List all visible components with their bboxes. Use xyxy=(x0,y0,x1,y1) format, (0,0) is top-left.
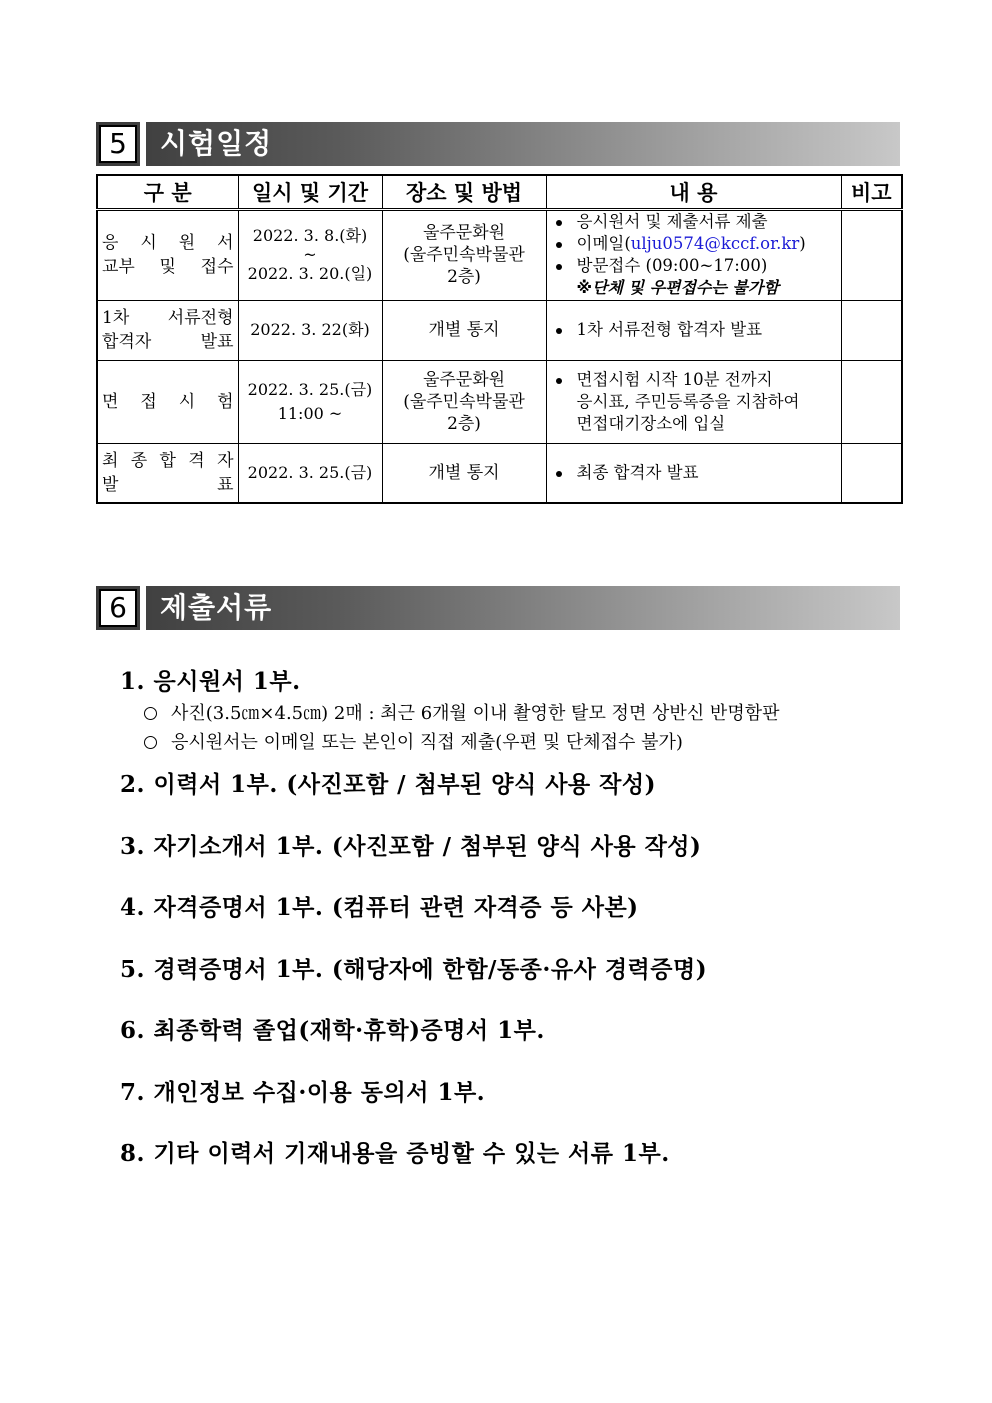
section-5-title: 시험일정 xyxy=(160,127,273,160)
doc-item: 1. 응시원서 1부. xyxy=(120,668,301,695)
row-date xyxy=(238,300,382,360)
row-date xyxy=(238,443,382,503)
date-line: 2022. 3. 25.(금) xyxy=(247,462,373,482)
row-place xyxy=(382,300,546,360)
doc-item: 4. 자격증명서 1부. (컴퓨터 관련 자격증 등 사본) xyxy=(120,894,639,921)
section-5-number: 5 xyxy=(99,125,137,163)
date-line: 2022. 3. 20.(일) xyxy=(247,264,373,283)
header-category: 구 분 xyxy=(97,175,238,209)
content-item: 응시표, 주민등록증을 지참하여 xyxy=(576,391,800,411)
doc-item: 6. 최종학력 졸업(재학·휴학)증명서 1부. xyxy=(120,1017,545,1044)
row-remark xyxy=(841,300,902,360)
email-prefix: 이메일( xyxy=(576,234,631,253)
doc-sub-item-text: 사진(3.5㎝×4.5㎝) 2매 : 최근 6개월 이내 촬영한 탈모 정면 상반신 반명함판 xyxy=(171,703,780,724)
doc-sub-item xyxy=(144,728,683,754)
table-row xyxy=(97,443,902,503)
row-place xyxy=(382,443,546,503)
header-content: 내 용 xyxy=(546,175,841,209)
row-label xyxy=(97,443,238,503)
content-item: 방문접수 (09:00~17:00) xyxy=(555,255,837,277)
row-date xyxy=(238,209,382,300)
place-line: 2층) xyxy=(447,267,481,287)
email-suffix: ) xyxy=(799,234,806,253)
row-content xyxy=(546,360,841,443)
table-row xyxy=(97,300,902,360)
row-content xyxy=(546,300,841,360)
content-item: 1차 서류전형 합격자 발표 xyxy=(555,319,837,341)
section-6-header xyxy=(96,586,900,630)
row-label-line: 최 종 합 격 자 xyxy=(102,450,234,471)
section-6-number: 6 xyxy=(99,589,137,627)
place-line: 개별 통지 xyxy=(428,462,500,483)
place-line: 울주문화원 xyxy=(422,369,506,390)
row-remark xyxy=(841,360,902,443)
row-remark xyxy=(841,443,902,503)
exam-schedule-table xyxy=(96,174,903,504)
place-line: 개별 통지 xyxy=(428,320,500,340)
circle-bullet-icon xyxy=(144,736,157,749)
header-date: 일시 및 기간 xyxy=(238,175,382,209)
content-item: 면접대기장소에 입실 xyxy=(576,413,726,433)
row-label-line: 응 시 원 서 xyxy=(102,233,234,253)
content-item: 응시원서 및 제출서류 제출 xyxy=(555,211,837,233)
row-label-line: 합격자 발표 xyxy=(102,332,234,352)
row-remark xyxy=(841,209,902,300)
header-separator xyxy=(140,586,146,630)
doc-sub-item-text: 응시원서는 이메일 또는 본인이 직접 제출(우편 및 단체접수 불가) xyxy=(171,732,683,753)
content-item: 최종 합격자 발표 xyxy=(555,462,837,484)
place-line: 울주문화원 xyxy=(422,223,506,243)
section-5-header xyxy=(96,122,900,166)
date-line: 11:00 ~ xyxy=(277,403,343,423)
row-date xyxy=(238,360,382,443)
row-label-line: 발 표 xyxy=(102,474,234,495)
row-label xyxy=(97,360,238,443)
table-row xyxy=(97,209,902,300)
date-line: ~ xyxy=(303,245,317,264)
row-label-line: 면 접 시 험 xyxy=(102,391,234,412)
row-content xyxy=(546,209,841,300)
doc-item: 2. 이력서 1부. (사진포함 / 첨부된 양식 사용 작성) xyxy=(120,771,656,798)
doc-item: 3. 자기소개서 1부. (사진포함 / 첨부된 양식 사용 작성) xyxy=(120,833,702,860)
row-place xyxy=(382,360,546,443)
row-place xyxy=(382,209,546,300)
circle-bullet-icon xyxy=(144,707,157,720)
header-separator xyxy=(140,122,146,166)
place-line: 2층) xyxy=(447,413,481,434)
doc-item: 5. 경력증명서 1부. (해당자에 한함/동종·유사 경력증명) xyxy=(120,956,708,983)
date-line: 2022. 3. 8.(화) xyxy=(252,226,368,245)
header-remark: 비고 xyxy=(841,175,902,209)
doc-item: 8. 기타 이력서 기재내용을 증빙할 수 있는 서류 1부. xyxy=(120,1140,670,1167)
date-line: 2022. 3. 25.(금) xyxy=(247,379,373,399)
place-line: (울주민속박물관 xyxy=(403,391,525,412)
doc-sub-item xyxy=(144,699,780,725)
date-line: 2022. 3. 22(화) xyxy=(250,320,370,339)
section-6-title: 제출서류 xyxy=(160,591,273,624)
row-content xyxy=(546,443,841,503)
row-label xyxy=(97,300,238,360)
row-label xyxy=(97,209,238,300)
content-item xyxy=(555,233,837,255)
note-text: ※단체 및 우편접수는 불가함 xyxy=(576,278,779,297)
row-label-line: 1차 서류전형 xyxy=(102,308,234,328)
email-link[interactable]: ulju0574@kccf.or.kr xyxy=(630,234,800,253)
table-header-row xyxy=(97,175,902,209)
content-item: 면접시험 시작 10분 전까지 xyxy=(555,369,837,391)
place-line: (울주민속박물관 xyxy=(403,245,525,265)
header-place: 장소 및 방법 xyxy=(382,175,546,209)
content-note xyxy=(555,277,837,299)
row-label-line: 교부 및 접수 xyxy=(102,257,234,277)
doc-item: 7. 개인정보 수집·이용 동의서 1부. xyxy=(120,1079,486,1106)
table-row xyxy=(97,360,902,443)
